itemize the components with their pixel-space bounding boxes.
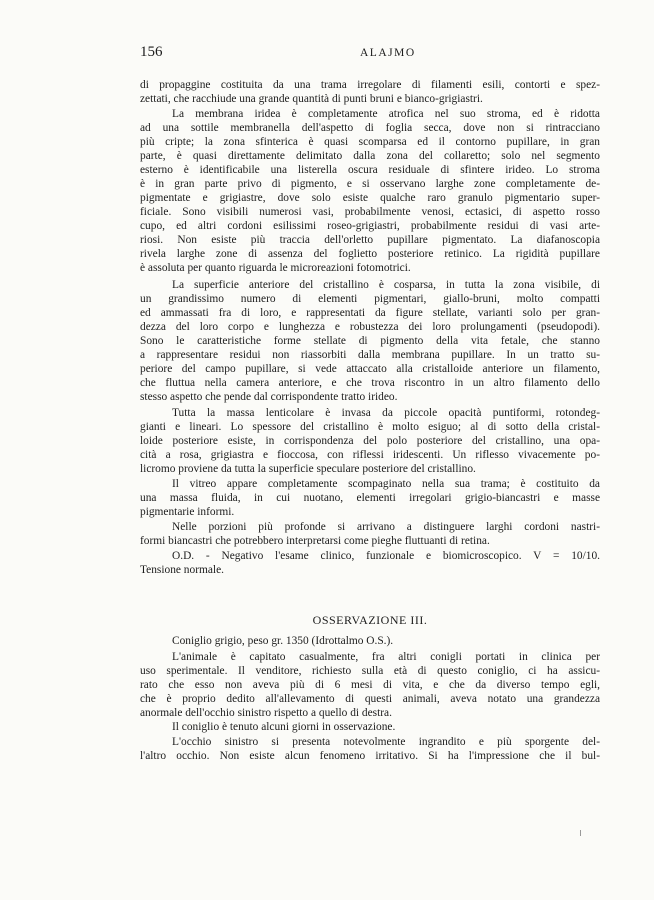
text-line: formi biancastri che potrebbero interpretarsi come pieghe fluttuanti di retina. [140,535,490,547]
text-line: è in gran parte privo di pigmento, e si osservano larghe zone completamente de- [140,178,600,190]
text-line: ad una sottile membranella dell'aspetto di foglia secca, dove non si rintracciano [140,122,600,134]
text-line: rivela larghe zone di assenza del foglietto posteriore retinico. La rigidità pupillare [140,248,600,260]
text-line: Tutta la massa lenticolare è invasa da piccole opacità puntiformi, rotondeg- [172,407,600,419]
paragraph-5 [140,477,600,519]
text-line: parte, è quasi direttamente delimitato dalla zona del collaretto; solo nel segmento [140,150,600,162]
text-line: più cripte; la zona sfinterica è quasi scomparsa ed il contorno pupillare, in gran [140,136,600,148]
text-line: L'animale è capitato casualmente, fra altri conigli portati in clinica per [172,651,600,663]
paragraph-6 [140,520,600,548]
text-line: La superficie anteriore del cristallino è cosparsa, in tutta la zona visibile, di [172,279,600,291]
scan-mark [580,830,581,836]
text-line: è assoluta per quanto riguarda le microreazioni fotomotrici. [140,262,411,274]
text-line: rato che esso non aveva più di 6 mesi di vita, e che da diverso tempo egli, [140,679,600,691]
text-line: ed ammassati fra di loro, e rappresentati da figure stellate, varianti solo per gran- [140,307,600,319]
text-line: Sono le caratteristiche forme stellate di pigmento della vita fetale, che stanno [140,335,600,347]
page-header [140,44,600,66]
text-line: un grandissimo numero di elementi pigmentari, giallo-bruni, molto compatti [140,293,600,305]
text-line: O.D. - Negativo l'esame clinico, funzionale e biomicroscopico. V = 10/10. [172,550,600,562]
section-heading: OSSERVAZIONE III. [312,613,428,627]
text-line: La membrana iridea è completamente atrofica nel suo stroma, ed è ridotta [172,108,600,120]
text-line: gianti e lineari. Lo spessore del cristallino è molto esiguo; al di sotto della cristal- [140,421,600,433]
text-line: stesso aspetto che pende dal corrispondente tratto irideo. [140,391,398,403]
text-line: di propaggine costituita da una trama irregolare di filamenti esili, contorti e spez- [140,79,600,91]
text-line: Coniglio grigio, peso gr. 1350 (Idrottalmo O.S.). [172,635,394,647]
text-line: pigmentarie informi. [140,506,235,518]
text-line: dezza del loro corpo e lunghezza e robustezza dei loro prolungamenti (pseudopodi). [140,321,600,333]
page-number: 156 [140,44,163,60]
paragraph-9 [140,650,600,720]
text-line: esterno è identificabile una listerella oscura residuale di sfintere irideo. Lo stroma [140,164,600,176]
running-head: ALAJMO [360,47,416,59]
text-line: Il coniglio è tenuto alcuni giorni in osservazione. [172,721,396,733]
text-line: licromo proviene da tutta la superficie speculare posteriore del cristallino. [140,463,476,475]
text-line: L'occhio sinistro si presenta notevolmente ingrandito e più sporgente del- [172,736,600,748]
text-line: che fluttua nella camera anteriore, e che trova riscontro in un altro filamento dello [140,377,600,389]
text-line: che è proprio dedito all'allevamento di questi animali, aveva notato una grandezza [140,693,600,705]
text-line: Tensione normale. [140,564,224,576]
text-line: ficiale. Sono visibili numerosi vasi, probabilmente venosi, ectasici, di aspetto rosso [140,206,600,218]
text-line: una massa fluida, in cui nuotano, elementi irregolari grigio-biancastri e masse [140,492,600,504]
text-line: riosi. Non esiste più traccia dell'orletto pupillare pigmentato. La diafanoscopia [140,234,600,246]
paragraph-7 [140,549,600,577]
text-line: pigmentate e grigiastre, dove solo esiste qualche raro granulo pigmentario super- [140,192,600,204]
paragraph-2 [140,107,600,275]
text-line: l'altro occhio. Non esiste alcun fenomeno irritativo. Si ha l'impressione che il bul- [140,750,600,762]
text-line: periore del campo pupillare, si vede attaccato alla cristalloide anteriore un filamento, [140,363,600,375]
paragraph-10 [140,720,600,734]
text-line: Nelle porzioni più profonde si arrivano a distinguere larghi cordoni nastri- [172,521,600,533]
paragraph-8 [140,634,600,648]
paragraph-11 [140,735,600,763]
text-line: cupo, ed altri cordoni esilissimi roseo-grigiastri, probabilmente residui di vasi arte- [140,220,600,232]
text-line: uso sperimentale. Il venditore, richiesto sulla età di questo coniglio, ci ha assicu- [140,665,600,677]
text-line: zettati, che racchiude una grande quantità di punti bruni e bianco-grigiastri. [140,93,483,105]
text-line: loide posteriore esiste, in corrispondenza del polo posteriore del cristallino, una opa- [140,435,600,447]
text-line: cità a rosa, grigiastra e fioccosa, con riflessi iridescenti. Un riflesso vivacemente po- [140,449,600,461]
paragraph-4 [140,406,600,476]
text-line: a rappresentare residui non riassorbiti dalla membrana pupillare. In un tratto su- [140,349,600,361]
paragraph-1 [140,78,600,106]
text-line: Il vitreo appare completamente scompaginato nella sua trama; è costituito da [172,478,600,490]
text-line: anormale dell'occhio sinistro rispetto a quello di destra. [140,707,392,719]
paragraph-3 [140,278,600,404]
